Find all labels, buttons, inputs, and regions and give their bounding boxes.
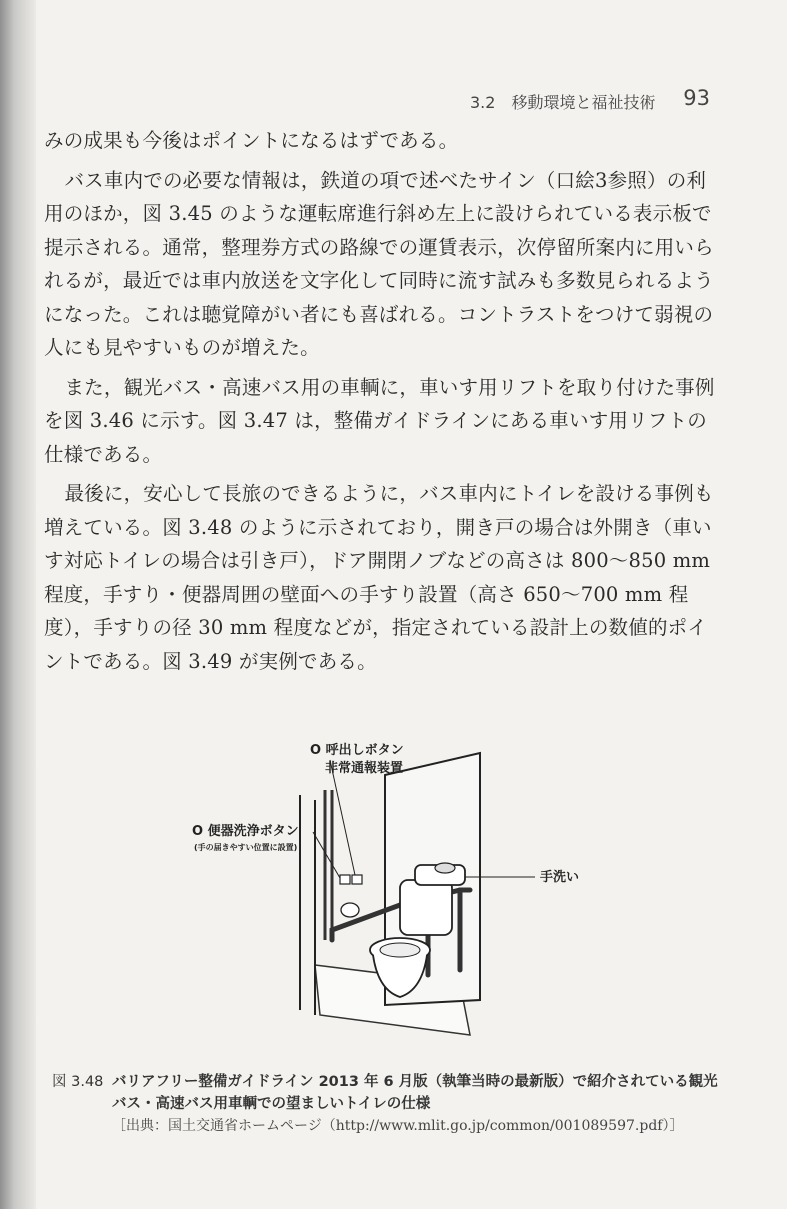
label-emergency: 非常通報装置 xyxy=(325,761,404,776)
paragraph-4: 最後に，安心して長旅のできるように，バス車内にトイレを設ける事例も増えている。図 3.48 のように示されており，開き戸の場合は外開き（車いす対応トイレの場合は引き戸），ドア開閉ノブなどの高さは 800～850 mm 程度，手すり・便器周囲の壁面への手すり設置（高さ 650～700 mm 程度），手すりの径 30 mm 程度などが，指定されている設計上の数値的ポイントである。図 3.49 が実例である。 xyxy=(44,482,714,673)
running-header xyxy=(470,86,710,110)
section-title: 3.2 移動環境と福祉技術 xyxy=(470,93,656,112)
label-flush-button: O 便器洗浄ボタン xyxy=(192,824,299,839)
caption-source: ［出典：国土交通省ホームページ（http://www.mlit.go.jp/common/001089597.pdf）］ xyxy=(112,1118,684,1134)
paragraph-2: バス車内での必要な情報は，鉄道の項で述べたサイン（口絵3参照）の利用のほか，図 3.45 のような運転席進行斜め左上に設けられている表示板で提示される。通常，整理券方式の路線での運賃表示，次停留所案内に用いられるが，最近では車内放送を文字化して同時に流す試みも多数見られるようになった。これは聴覚障がい者にも喜ばれる。コントラストをつけて弱視の人にも見やすいものが増えた。 xyxy=(44,168,714,359)
paragraph-1: みの成果も今後はポイントになるはずである。 xyxy=(44,129,459,152)
binding-shadow xyxy=(0,0,36,1209)
label-hand-wash: 手洗い xyxy=(540,870,580,885)
paper-holder xyxy=(341,903,359,917)
caption-title-line1: バリアフリー整備ガイドライン 2013 年 6 月版（執筆当時の最新版）で紹介されている観光 xyxy=(112,1074,718,1090)
page-number: 93 xyxy=(683,86,710,110)
label-call-button: O 呼出しボタン xyxy=(310,743,404,758)
label-flush-note: (手の届きやすい位置に設置) xyxy=(194,843,298,852)
toilet-illustration xyxy=(160,735,630,1055)
toilet-tank xyxy=(400,880,452,935)
flush-button xyxy=(340,875,350,884)
call-button xyxy=(352,875,362,884)
caption-title-line2: バス・高速バス用車輌での望ましいトイレの仕様 xyxy=(112,1096,431,1112)
caption-label: 図 3.48 xyxy=(52,1074,104,1090)
body-text xyxy=(44,124,724,678)
paragraph-3: また，観光バス・高速バス用の車輌に，車いす用リフトを取り付けた事例を図 3.46 に示す。図 3.47 は，整備ガイドラインにある車いす用リフトの仕様である。 xyxy=(44,375,715,466)
